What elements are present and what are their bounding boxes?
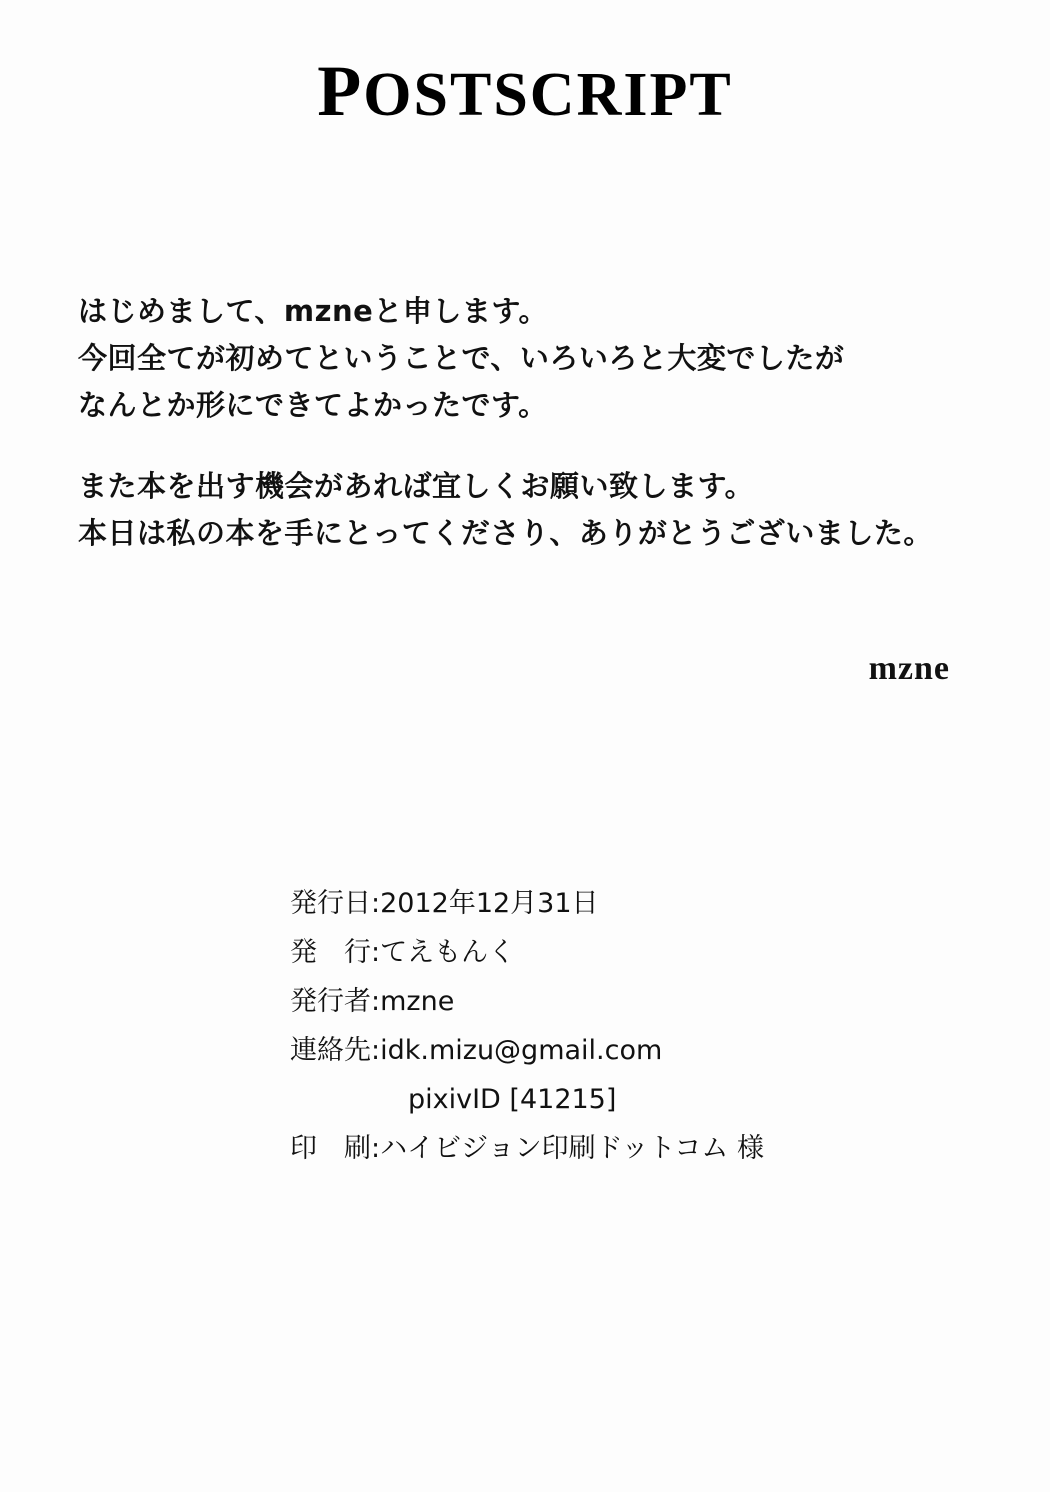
colophon-value: ハイビジョン印刷ドットコム 様 xyxy=(380,1133,764,1164)
page-title xyxy=(0,52,1050,131)
colophon-label: 発行日: xyxy=(290,888,381,919)
colophon-value: idk.mizu@gmail.com xyxy=(380,1035,663,1066)
colophon-row xyxy=(290,890,764,917)
message-line: 本日は私の本を手にとってくださり、ありがとうございました。 xyxy=(78,515,933,550)
message-line: また本を出す機会があれば宜しくお願い致します。 xyxy=(78,468,755,503)
message-line: なんとか形にできてよかったです。 xyxy=(78,387,548,422)
colophon-row xyxy=(290,1135,764,1162)
colophon-value: 2012年12月31日 xyxy=(380,888,599,919)
page-title-rest: OSTSCRIPT xyxy=(363,61,733,129)
colophon-value: mzne xyxy=(380,986,455,1017)
colophon-value: てえもんく xyxy=(380,937,516,968)
postscript-message xyxy=(78,288,998,591)
colophon-label: 連絡先: xyxy=(290,1035,381,1066)
colophon-row xyxy=(290,1037,764,1064)
colophon-label: 発 行: xyxy=(290,937,381,968)
colophon xyxy=(290,890,764,1184)
colophon-row xyxy=(290,939,764,966)
colophon-row xyxy=(290,988,764,1015)
colophon-subvalue: pixivID [41215] xyxy=(408,1084,617,1115)
author-signature: mzne xyxy=(868,650,950,687)
message-line: 今回全てが初めてということで、いろいろと大変でしたが xyxy=(78,340,845,375)
message-line: はじめまして、mzneと申します。 xyxy=(78,294,549,328)
colophon-label: 発行者: xyxy=(290,986,381,1017)
message-paragraph-2 xyxy=(78,463,998,557)
colophon-label: 印 刷: xyxy=(290,1133,381,1164)
page-title-initial: P xyxy=(317,51,364,131)
message-paragraph-1 xyxy=(78,288,998,429)
